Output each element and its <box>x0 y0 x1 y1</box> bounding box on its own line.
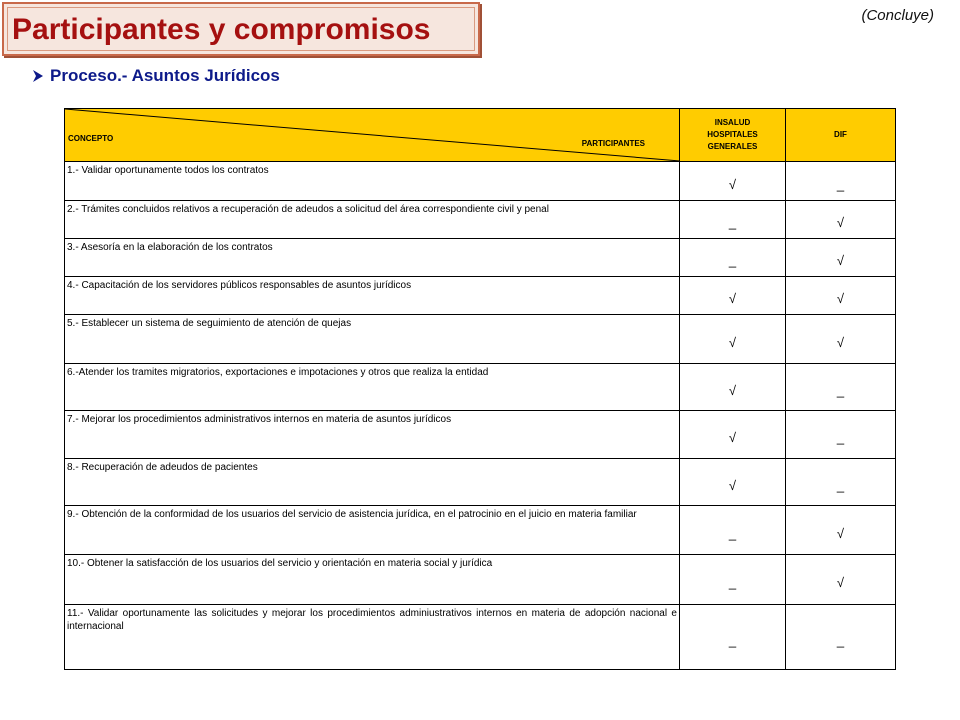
concept-cell: 3.- Asesoría en la elaboración de los contratos <box>65 239 680 277</box>
insalud-mark: √ <box>680 277 786 315</box>
dif-mark: √ <box>786 555 896 605</box>
insalud-mark: √ <box>680 162 786 201</box>
dif-mark: _ <box>786 162 896 201</box>
header-insalud-line3: GENERALES <box>707 142 758 151</box>
concept-cell: 4.- Capacitación de los servidores públicos responsables de asuntos jurídicos <box>65 277 680 315</box>
table-row <box>65 364 896 411</box>
concept-cell: 10.- Obtener la satisfacción de los usuarios del servicio y orientación en materia social y jurídica <box>65 555 680 605</box>
insalud-mark: _ <box>680 555 786 605</box>
insalud-mark: √ <box>680 364 786 411</box>
insalud-mark: _ <box>680 506 786 555</box>
header-dif: DIF <box>786 109 896 162</box>
header-diagonal-line <box>65 109 680 161</box>
continuation-note: (Concluye) <box>861 7 934 24</box>
concept-cell: 8.- Recuperación de adeudos de pacientes <box>65 459 680 506</box>
insalud-mark: _ <box>680 239 786 277</box>
dif-mark: √ <box>786 239 896 277</box>
page-title: Participantes y compromisos <box>12 13 431 46</box>
dif-mark: √ <box>786 277 896 315</box>
commitments-table <box>64 108 896 670</box>
concept-cell: 7.- Mejorar los procedimientos administrativos internos en materia de asuntos jurídicos <box>65 411 680 459</box>
arrow-bullet-icon <box>30 68 46 84</box>
table-row <box>65 239 896 277</box>
concept-cell: 9.- Obtención de la conformidad de los usuarios del servicio de asistencia jurídica, en el patrocinio en el juicio en materia familiar <box>65 506 680 555</box>
insalud-mark: _ <box>680 201 786 239</box>
table-row <box>65 411 896 459</box>
dif-mark: _ <box>786 605 896 670</box>
header-participantes: PARTICIPANTES <box>581 139 645 148</box>
header-insalud <box>680 109 786 162</box>
insalud-mark: √ <box>680 459 786 506</box>
header-insalud-line1: INSALUD <box>714 118 751 127</box>
table-row <box>65 605 896 670</box>
header-insalud-line2: HOSPITALES <box>707 130 758 139</box>
subtitle-text: Proceso.- Asuntos Jurídicos <box>50 66 280 85</box>
dif-mark: _ <box>786 459 896 506</box>
concept-cell: 5.- Establecer un sistema de seguimiento de atención de quejas <box>65 315 680 364</box>
insalud-mark: _ <box>680 605 786 670</box>
process-subtitle <box>30 66 280 86</box>
table-row <box>65 162 896 201</box>
insalud-mark: √ <box>680 411 786 459</box>
concept-cell: 2.- Trámites concluidos relativos a recuperación de adeudos a solicitud del área correspondiente civil y penal <box>65 201 680 239</box>
dif-mark: _ <box>786 364 896 411</box>
table-row <box>65 555 896 605</box>
table-row <box>65 277 896 315</box>
table-header-row <box>65 109 896 162</box>
concept-cell: 11.- Validar oportunamente las solicitudes y mejorar los procedimientos adminiustrativos internos en materia de adopción nacional e internacional <box>65 605 680 670</box>
header-concepto: CONCEPTO <box>68 134 114 143</box>
concept-cell: 1.- Validar oportunamente todos los contratos <box>65 162 680 201</box>
header-concept-cell <box>65 109 680 162</box>
table-row <box>65 201 896 239</box>
dif-mark: √ <box>786 506 896 555</box>
table-row <box>65 459 896 506</box>
table-row <box>65 506 896 555</box>
table-row <box>65 315 896 364</box>
title-box <box>2 2 480 56</box>
dif-mark: _ <box>786 411 896 459</box>
insalud-mark: √ <box>680 315 786 364</box>
dif-mark: √ <box>786 201 896 239</box>
dif-mark: √ <box>786 315 896 364</box>
concept-cell: 6.-Atender los tramites migratorios, exportaciones e impotaciones y otros que realiza la entidad <box>65 364 680 411</box>
